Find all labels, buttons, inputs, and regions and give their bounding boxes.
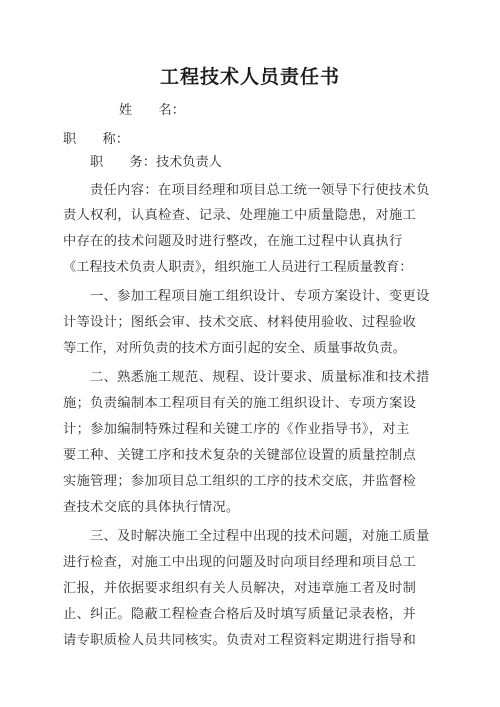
body-line: 一、参加工程项目施工组织设计、专项方案设计、变更设: [90, 289, 430, 304]
name-field-label: 姓 名：: [119, 103, 185, 118]
body-line: 查技术交底的具体执行情况。: [63, 500, 240, 515]
body-line: 责人权利，认真检查、记录、处理施工中质量隐患，对施工: [63, 208, 417, 223]
body-line: 中存在的技术问题及时进行整改，在施工过程中认真执行: [63, 234, 403, 249]
body-line: 二、熟悉施工规范、规程、设计要求、质量标准和技术措: [90, 370, 430, 385]
body-line: 进行检查，对施工中出现的问题及时向项目经理和项目总工: [63, 555, 417, 570]
duty-field-label: 职 务：: [90, 155, 156, 170]
position-field-label: 职 称：: [63, 132, 129, 147]
body-line: 汇报，并依据要求组织有关人员解决，对违章施工者及时制: [63, 581, 417, 596]
body-line: 计等设计；图纸会审、技术交底、材料使用验收、过程验收: [63, 315, 417, 330]
body-line: 请专职质检人员共同核实。负责对工程资料定期进行指导和: [63, 633, 417, 648]
document-title: 工程技术人员责任书: [159, 66, 340, 88]
body-line: 要工种、关键工序和技术复杂的关键部位设置的质量控制点: [63, 448, 417, 463]
body-line: 等工作，对所负责的技术方面引起的安全、质量事故负责。: [63, 341, 406, 356]
duty-field: [90, 153, 222, 173]
duty-field-value: 技术负责人: [155, 155, 222, 170]
body-line: 《工程技术负责人职责》，组织施工人员进行工程质量教育：: [63, 260, 413, 275]
body-line: 止、纠正。隐蔽工程检查合格后及时填写质量记录表格，并: [63, 607, 417, 622]
body-line: 责任内容：在项目经理和项目总工统一领导下行使技术负: [90, 183, 430, 198]
body-line: 施；负责编制本工程项目有关的施工组织设计、专项方案设: [63, 396, 417, 411]
body-line: 实施管理；参加项目总工组织的工序的技术交底，并监督检: [63, 474, 417, 489]
body-line: 三、及时解决施工全过程中出现的技术问题，对施工质量: [90, 529, 430, 544]
body-line: 计；参加编制特殊过程和关键工序的《作业指导书》，对主: [63, 422, 410, 437]
